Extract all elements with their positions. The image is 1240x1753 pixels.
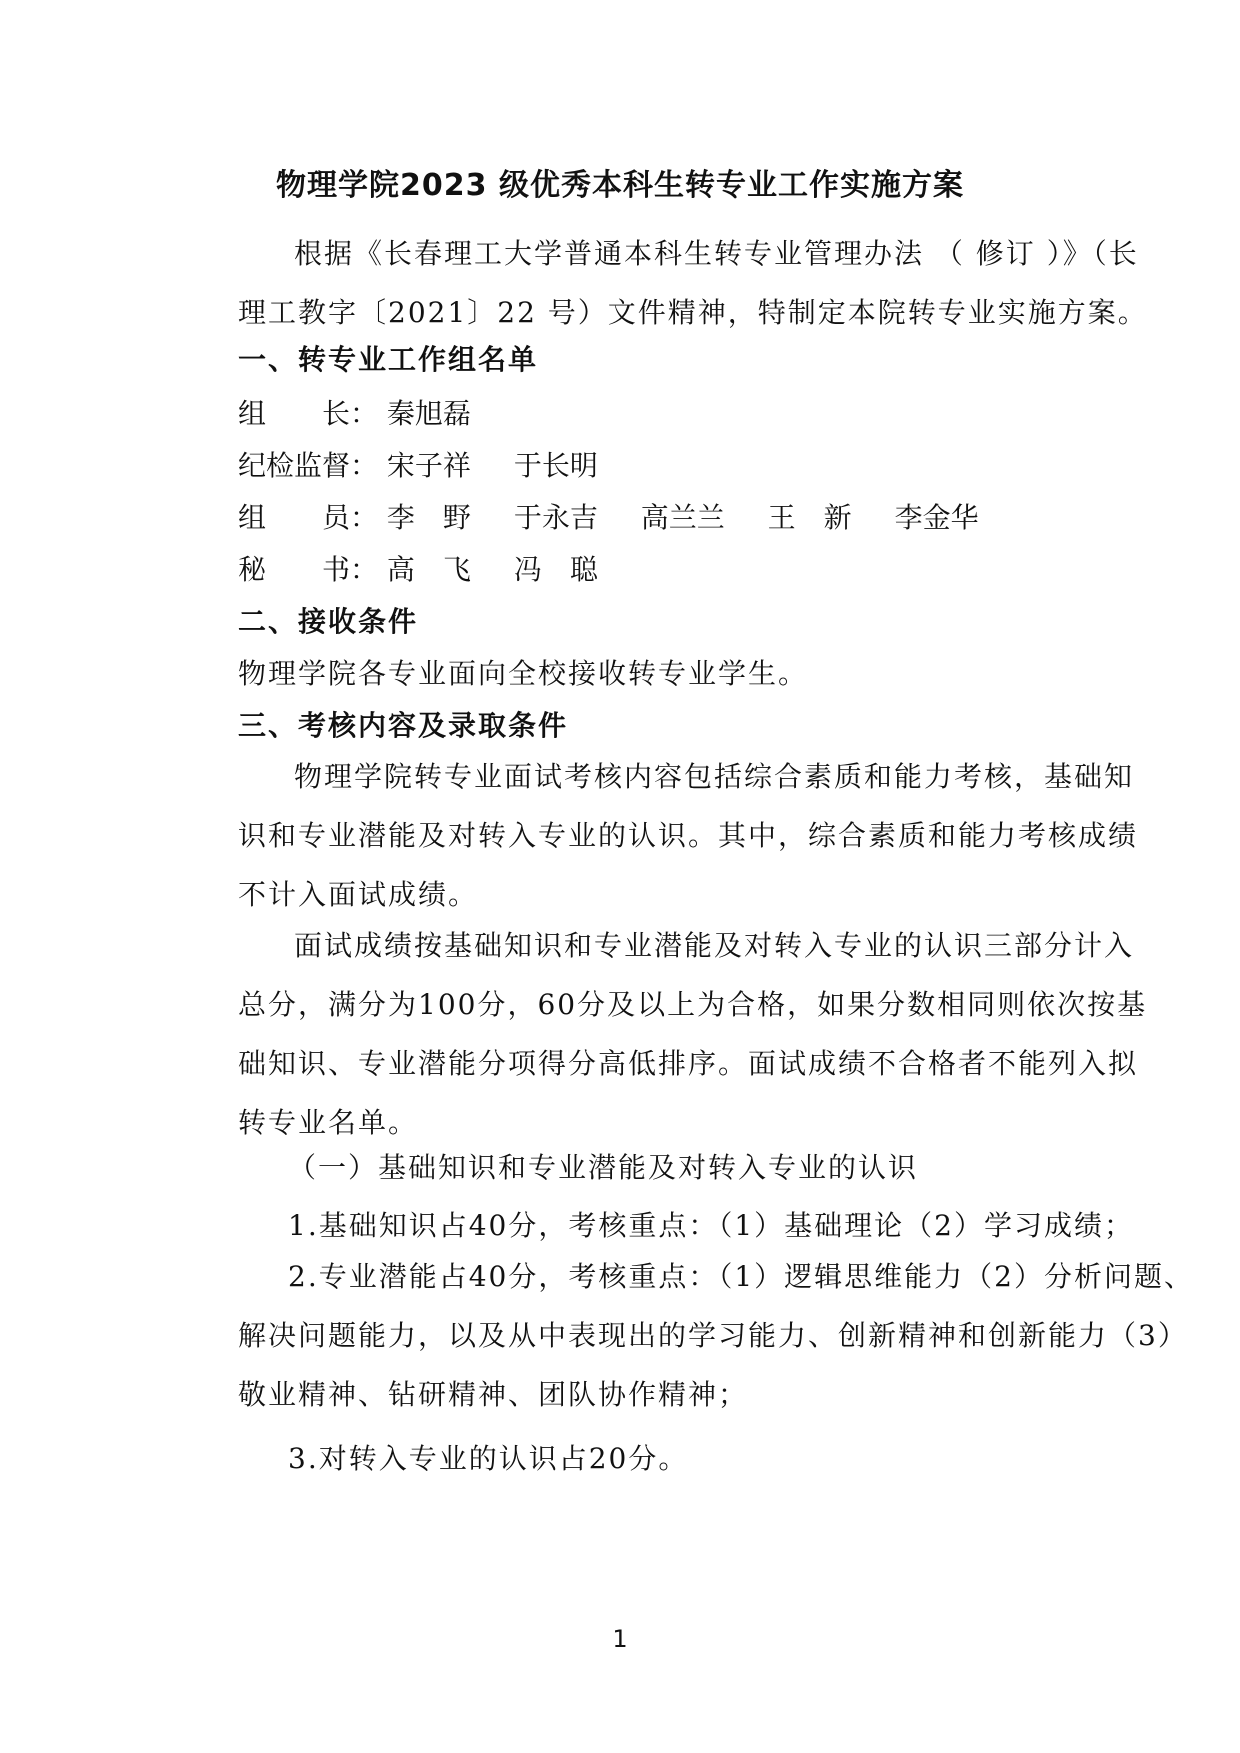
document-title: 物理学院2023 级优秀本科生转专业工作实施方案 [276, 168, 964, 203]
roster-row: 组长： 秦旭磊 [238, 392, 505, 432]
roster-name: 高 飞 [386, 553, 471, 586]
paragraph-line: 识和专业潜能及对转入专业的认识。其中，综合素质和能力考核成绩 [238, 819, 1139, 852]
section3-paragraph-1 [238, 747, 1139, 924]
section-heading-1: 一、转专业工作组名单 [238, 343, 539, 376]
roster-name: 王 新 [767, 501, 852, 534]
paragraph-line: 2.专业潜能占40分，考核重点：（1）逻辑思维能力（2）分析问题、 [288, 1260, 1194, 1293]
roster-row: 组员： 李 野 于永吉 高兰兰 王 新 李金华 [238, 496, 1013, 536]
section-heading-3: 三、考核内容及录取条件 [238, 709, 569, 742]
roster-name: 于永吉 [513, 501, 598, 534]
paragraph-line: 面试成绩按基础知识和专业潜能及对转入专业的认识三部分计入 [294, 929, 1135, 962]
section-heading-2: 二、接收条件 [238, 605, 419, 638]
paragraph-line: 转专业名单。 [238, 1106, 419, 1139]
roster-name: 秦旭磊 [386, 397, 471, 430]
subsection-heading: （一）基础知识和专业潜能及对转入专业的认识 [288, 1151, 919, 1184]
paragraph-line: 不计入面试成绩。 [238, 878, 479, 911]
roster-label: 组长 [238, 397, 350, 430]
paragraph-line: 物理学院转专业面试考核内容包括综合素质和能力考核，基础知 [294, 760, 1135, 793]
paragraph-line: 础知识、专业潜能分项得分高低排序。面试成绩不合格者不能列入拟 [238, 1047, 1139, 1080]
intro-paragraph [238, 224, 1148, 342]
roster-name: 宋子祥 [386, 449, 471, 482]
roster-label: 纪检监督 [238, 449, 351, 482]
roster-name: 高兰兰 [640, 501, 725, 534]
list-item-1: 1.基础知识占40分，考核重点：（1）基础理论（2）学习成绩； [288, 1209, 1134, 1242]
section3-paragraph-2 [238, 916, 1148, 1152]
intro-line: 根据《长春理工大学普通本科生转专业管理办法 （ 修订 ）》（长 [294, 237, 1139, 270]
intro-line: 理工教字〔2021〕22 号）文件精神，特制定本院转专业实施方案。 [238, 296, 1148, 329]
paragraph-line: 总分，满分为100分，60分及以上为合格，如果分数相同则依次按基 [238, 988, 1148, 1021]
paragraph-line: 敬业精神、钻研精神、团队协作精神； [238, 1378, 749, 1411]
list-item-3: 3.对转入专业的认识占20分。 [288, 1442, 689, 1475]
roster-name: 冯 聪 [513, 553, 598, 586]
roster-name: 于长明 [513, 449, 598, 482]
roster-name: 李金华 [894, 501, 979, 534]
section2-text: 物理学院各专业面向全校接收转专业学生。 [238, 657, 809, 690]
roster-label: 组员 [238, 501, 350, 534]
paragraph-line: 解决问题能力，以及从中表现出的学习能力、创新精神和创新能力（3） [238, 1319, 1188, 1352]
roster-row: 秘书： 高 飞 冯 聪 [238, 548, 632, 588]
roster-name: 李 野 [386, 501, 471, 534]
page-number: 1 [612, 1625, 628, 1653]
roster-label: 秘书 [238, 553, 350, 586]
list-item-2 [238, 1247, 1194, 1424]
roster-row: 纪检监督： 宋子祥 于长明 [238, 444, 632, 484]
